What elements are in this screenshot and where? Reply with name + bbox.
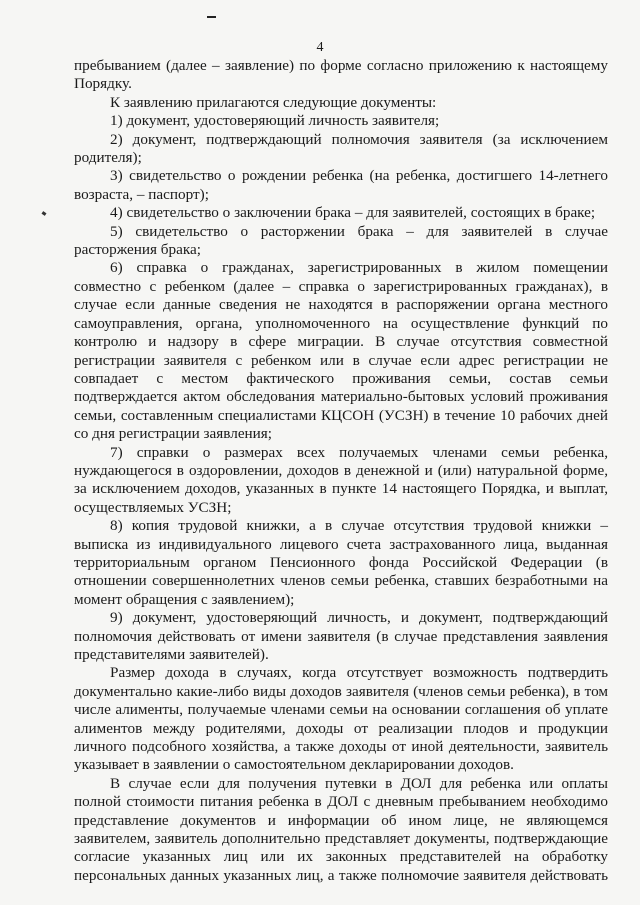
paragraph: К заявлению прилагаются следующие документы: xyxy=(110,93,437,111)
paragraph: 4) свидетельство о заключении брака – для заявителей, состоящих в браке; xyxy=(110,204,596,222)
paragraph: 3) свидетельство о рождении ребенка (на ребенка, достигшего 14-летнего возраста, – паспорт); xyxy=(74,167,608,203)
paragraph: В случае если для получения путевки в ДОЛ для ребенка или оплаты полной стоимости питания ребенка в ДОЛ с дневным пребыванием необходимо представление документов и информации об ином лице, не являющемся заявителем, заявитель дополнительно представляет документы, подтверждающие согласие указанных лиц или их законных представителей на обработку персональных данных указанных лиц, а также полномочие заявителя действовать xyxy=(74,774,608,884)
paragraph: 8) копия трудовой книжки, а в случае отсутствия трудовой книжки – выписка из индивидуального лицевого счета застрахованного лица, выданная территориальным органом Пенсионного фонда Российской Федерации (в отношении совершеннолетних членов семьи ребенка, ставших безработными на момент обращения с заявлением); xyxy=(74,517,608,608)
scan-mark xyxy=(42,211,47,216)
paragraph: 5) свидетельство о расторжении брака – для заявителей в случае расторжения брака; xyxy=(74,222,608,259)
document-body xyxy=(74,57,608,885)
paragraph: 9) документ, удостоверяющий личность, и документ, подтверждающий полномочия действовать от имени заявителя (в случае представления заявления представителями заявителей). xyxy=(74,609,608,663)
paragraph: 2) документ, подтверждающий полномочия заявителя (за исключением родителя); xyxy=(74,130,608,167)
paragraph: пребыванием (далее – заявление) по форме согласно приложению к настоящему Порядку. xyxy=(74,57,608,93)
paragraph: 7) справки о размерах всех получаемых членами семьи ребенка, нуждающегося в оздоровлении, доходов в денежной и (или) натуральной форме, за исключением доходов, указанных в пункте 14 настоящего Порядка, и выплат, осуществляемых УСЗН; xyxy=(74,443,608,516)
paragraph: Размер дохода в случаях, когда отсутствует возможность подтвердить документально какие-либо виды доходов заявителя (членов семьи ребенка), в том числе алименты, получаемые членами семьи на основании соглашения об уплате алиментов между родителями, доходы от реализации плодов и продукции личного подсобного хозяйства, а также доходы от иной деятельности, заявитель указывает в заявлении о самостоятельном декларировании доходов. xyxy=(74,664,608,774)
paragraph: 1) документ, удостоверяющий личность заявителя; xyxy=(110,112,440,130)
scan-mark xyxy=(207,16,216,18)
paragraph: 6) справка о гражданах, зарегистрированных в жилом помещении совместно с ребенком (далее – справка о зарегистрированных гражданах), в случае если данные сведения не находятся в распоряжении органа местного самоуправления, органа, уполномоченного на осуществление функций по контролю и надзору в сфере миграции. В случае отсутствия совместной регистрации заявителя с ребенком или в случае если адрес регистрации не совпадает с местом фактического проживания семьи, состав семьи подтверждается актом обследования материально-бытовых условий проживания семьи, составленным специалистами КЦСОН (УСЗН) в течение 10 рабочих дней со дня регистрации заявления; xyxy=(74,259,608,443)
page-number: 4 xyxy=(316,40,324,55)
